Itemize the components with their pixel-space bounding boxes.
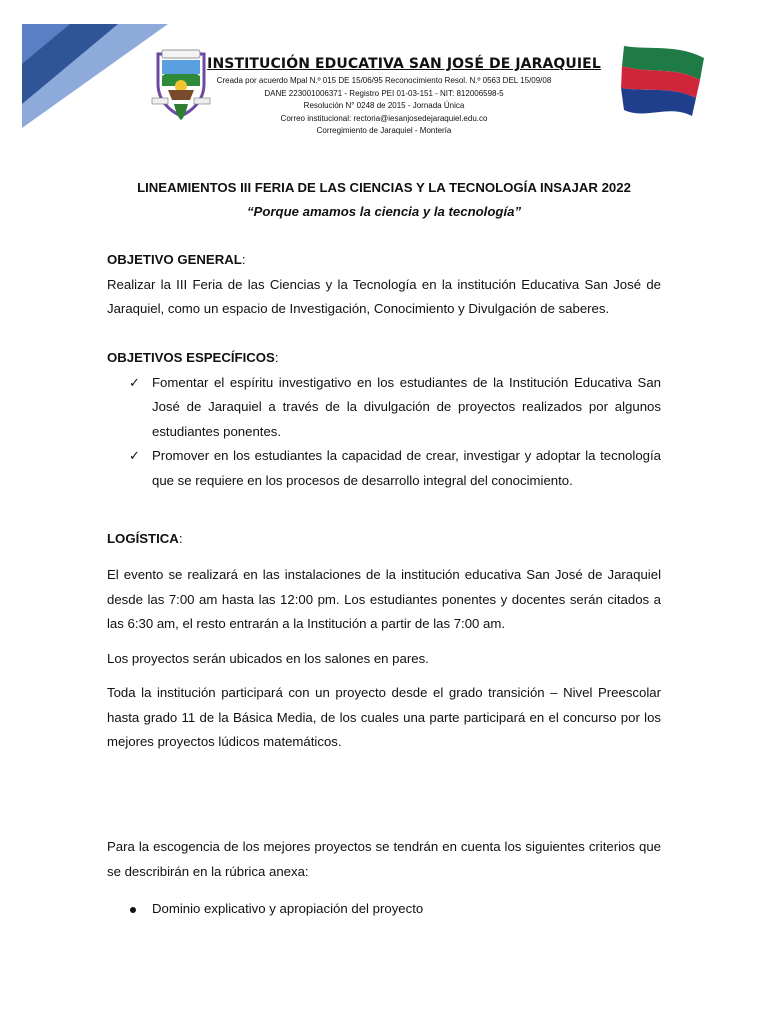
list-item [107,371,661,445]
criteria-list [107,897,661,922]
letterhead [150,56,618,138]
document-title-block [0,176,768,224]
logistics-paragraph: Toda la institución participará con un proyecto desde el grado transición – Nivel Preescolar hasta grado 11 de la Básica Media, de los cuales una parte participará en el concurso por los mejores proyectos lúdicos matemáticos. [107,685,661,750]
corner-decoration [0,0,170,130]
logistics-paragraph-1-block [107,563,661,637]
check-mark-icon: ✓ [129,448,140,464]
logistics-paragraph: Los proyectos serán ubicados en los salones en pares. [107,651,429,666]
specific-objectives-section [107,346,661,494]
header-line-resolution: Resolución N° 0248 de 2015 - Jornada Única [303,101,465,110]
list-item-text: Fomentar el espíritu investigativo en los estudiantes de la Institución Educativa San José de Jaraquiel a través de la divulgación de proyectos realizados por algunos estudiantes ponentes. [152,374,661,439]
list-item [107,444,661,493]
logistics-paragraph-2-block [107,647,661,672]
check-mark-icon: ✓ [129,374,140,390]
flag-image [618,44,706,120]
list-item-text: Promover en los estudiantes la capacidad de crear, investigar y adoptar la tecnología que se requiere en los procesos de desarrollo integral del conocimiento. [152,448,661,488]
criteria-intro: Para la escogencia de los mejores proyectos se tendrán en cuenta los siguientes criterios que se describirán en la rúbrica anexa: [107,839,661,879]
institution-name: INSTITUCIÓN EDUCATIVA SAN JOSÉ DE JARAQUIEL [207,56,601,72]
logistics-paragraph-3-block [107,681,661,755]
specific-objectives-heading: OBJETIVOS ESPECÍFICOS [107,350,275,365]
list-item [107,897,661,922]
general-objective-section [107,248,661,322]
general-objective-text: Realizar la III Feria de las Ciencias y la Tecnología en la institución Educativa San José de Jaraquiel, como un espacio de Investigación, Conocimiento y Divulgación de saberes. [107,276,661,317]
criteria-section [107,835,661,884]
list-item-text: Dominio explicativo y apropiación del proyecto [152,901,424,916]
heading-colon: : [178,531,183,546]
bullet-icon [130,907,136,913]
header-line-dane: DANE 223001006371 - Registro PEI 01-03-151 - NIT: 812006598-5 [264,88,504,98]
criteria-list-block [107,897,661,922]
header-line-email: Correo institucional: rectoria@iesanjosedejaraquiel.edu.co [280,113,488,123]
logistics-paragraph: El evento se realizará en las instalaciones de la institución educativa San José de Jaraquiel desde las 7:00 am hasta las 12:00 pm. Los estudiantes ponentes y docentes serán citados a las 6:30 am, el resto entrarán a la Institución a partir de las 7:00 am. [107,567,661,632]
document-title: LINEAMIENTOS III FERIA DE LAS CIENCIAS Y LA TECNOLOGÍA INSAJAR 2022 [137,180,631,195]
heading-colon: : [241,252,246,267]
heading-colon: : [274,350,279,365]
header-line-location: Corregimiento de Jaraquiel - Montería [316,126,452,135]
specific-objectives-list [107,371,661,494]
header-line-creation: Creada por acuerdo Mpal N.º 015 DE 15/06/95 Reconocimiento Resol. N.º 0563 DEL 15/09/08 [216,76,552,85]
document-subtitle: “Porque amamos la ciencia y la tecnología” [246,204,522,219]
logistics-heading: LOGÍSTICA [107,531,179,546]
general-objective-heading: OBJETIVO GENERAL [107,252,242,267]
logistics-section [107,527,661,552]
